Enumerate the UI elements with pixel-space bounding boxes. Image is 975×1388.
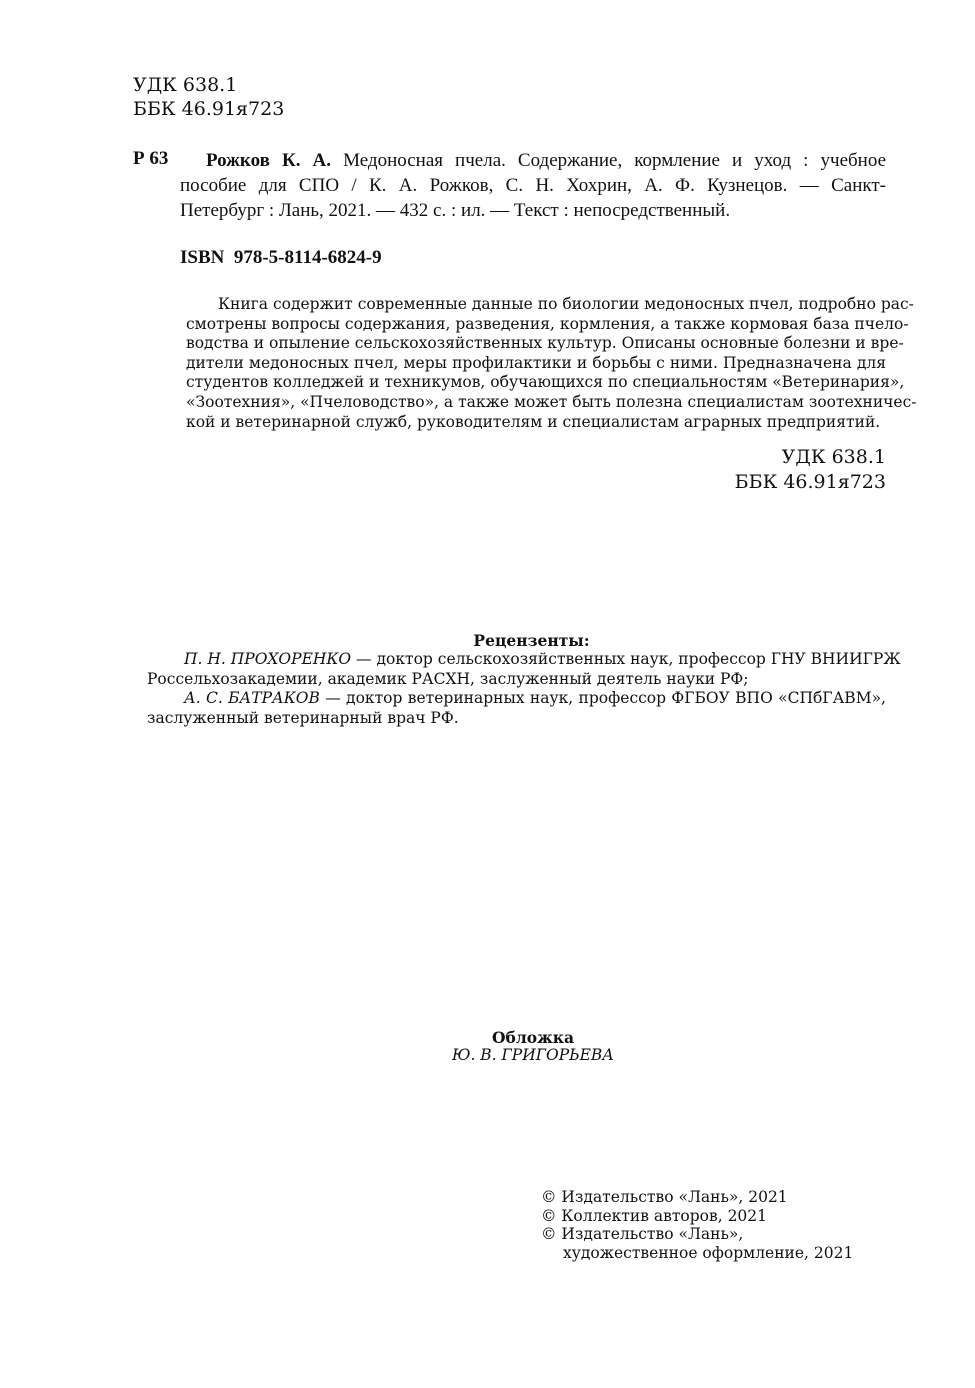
bib-line-2: пособие для СПО / К. А. Рожков, С. Н. Хохрин, А. Ф. Кузнецов. — Санкт- bbox=[180, 175, 886, 196]
copyright-block bbox=[541, 1188, 853, 1262]
reviewers-title: Рецензенты: bbox=[473, 631, 590, 650]
abstract-line: смотрены вопросы содержания, разведения, кормления, а также кормовая база пчело- bbox=[186, 314, 909, 333]
reviewer-2 bbox=[147, 689, 886, 709]
bib-line-3: Петербург : Лань, 2021. — 432 с. : ил. — Текст : непосредственный. bbox=[180, 200, 731, 221]
classification-codes bbox=[133, 73, 284, 121]
reviewer-1-name: П. Н. ПРОХОРЕНКО bbox=[184, 650, 352, 668]
reviewers-list bbox=[147, 650, 901, 728]
udk-code: УДК 638.1 bbox=[133, 74, 238, 96]
abstract-line: студентов колледжей и техникумов, обучающихся по специальностям «Ветеринария», bbox=[186, 373, 905, 392]
reviewer-1-credentials: — доктор сельскохозяйственных наук, профессор ГНУ ВНИИГРЖ bbox=[351, 650, 901, 668]
reviewer-2-line-2: заслуженный ветеринарный врач РФ. bbox=[147, 708, 459, 727]
bibliographic-entry bbox=[180, 148, 886, 223]
udk-code-right: УДК 638.1 bbox=[781, 446, 886, 468]
abstract bbox=[186, 295, 917, 432]
abstract-line: Книга содержит современные данные по биологии медоносных пчел, подробно рас- bbox=[218, 295, 914, 313]
isbn: ISBN 978-5-8114-6824-9 bbox=[180, 247, 382, 268]
copyright-line: © Издательство «Лань», 2021 bbox=[541, 1188, 788, 1206]
bbk-code-right: ББК 46.91я723 bbox=[734, 470, 886, 493]
abstract-line: кой и ветеринарной служб, руководителям и специалистам аграрных предприятий. bbox=[186, 412, 881, 431]
author-mark: Р 63 bbox=[133, 148, 169, 169]
reviewer-1-line-2: Россельхозакадемии, академик РАСХН, заслуженный деятель науки РФ; bbox=[147, 669, 749, 688]
abstract-line: дители медоносных пчел, меры профилактики и борьбы с ними. Предназначена для bbox=[186, 353, 886, 372]
abstract-line: водства и опыление сельскохозяйственных культур. Описаны основные болезни и вре- bbox=[186, 334, 904, 353]
classification-codes-right bbox=[735, 445, 886, 494]
copyright-line: © Коллектив авторов, 2021 bbox=[541, 1206, 768, 1225]
cover-designer: Ю. В. ГРИГОРЬЕВА bbox=[451, 1046, 615, 1064]
copyright-line: художественное оформление, 2021 bbox=[563, 1243, 854, 1262]
reviewer-1 bbox=[147, 650, 901, 670]
reviewer-2-name: А. С. БАТРАКОВ bbox=[184, 689, 320, 708]
cover-title: Обложка bbox=[492, 1028, 574, 1047]
bbk-code: ББК 46.91я723 bbox=[133, 98, 285, 120]
copyright-line: © Издательство «Лань», bbox=[541, 1225, 744, 1244]
reviewer-2-credentials: — доктор ветеринарных наук, профессор ФГБОУ ВПО «СПбГАВМ», bbox=[319, 689, 886, 708]
bib-title: Медоносная пчела. Содержание, кормление и уход : учебное bbox=[343, 150, 887, 171]
abstract-line: «Зоотехния», «Пчеловодство», а также может быть полезна специалистам зоотехничес- bbox=[186, 392, 917, 411]
bib-author: Рожков К. А. bbox=[206, 150, 332, 171]
bib-line-1 bbox=[180, 148, 886, 173]
